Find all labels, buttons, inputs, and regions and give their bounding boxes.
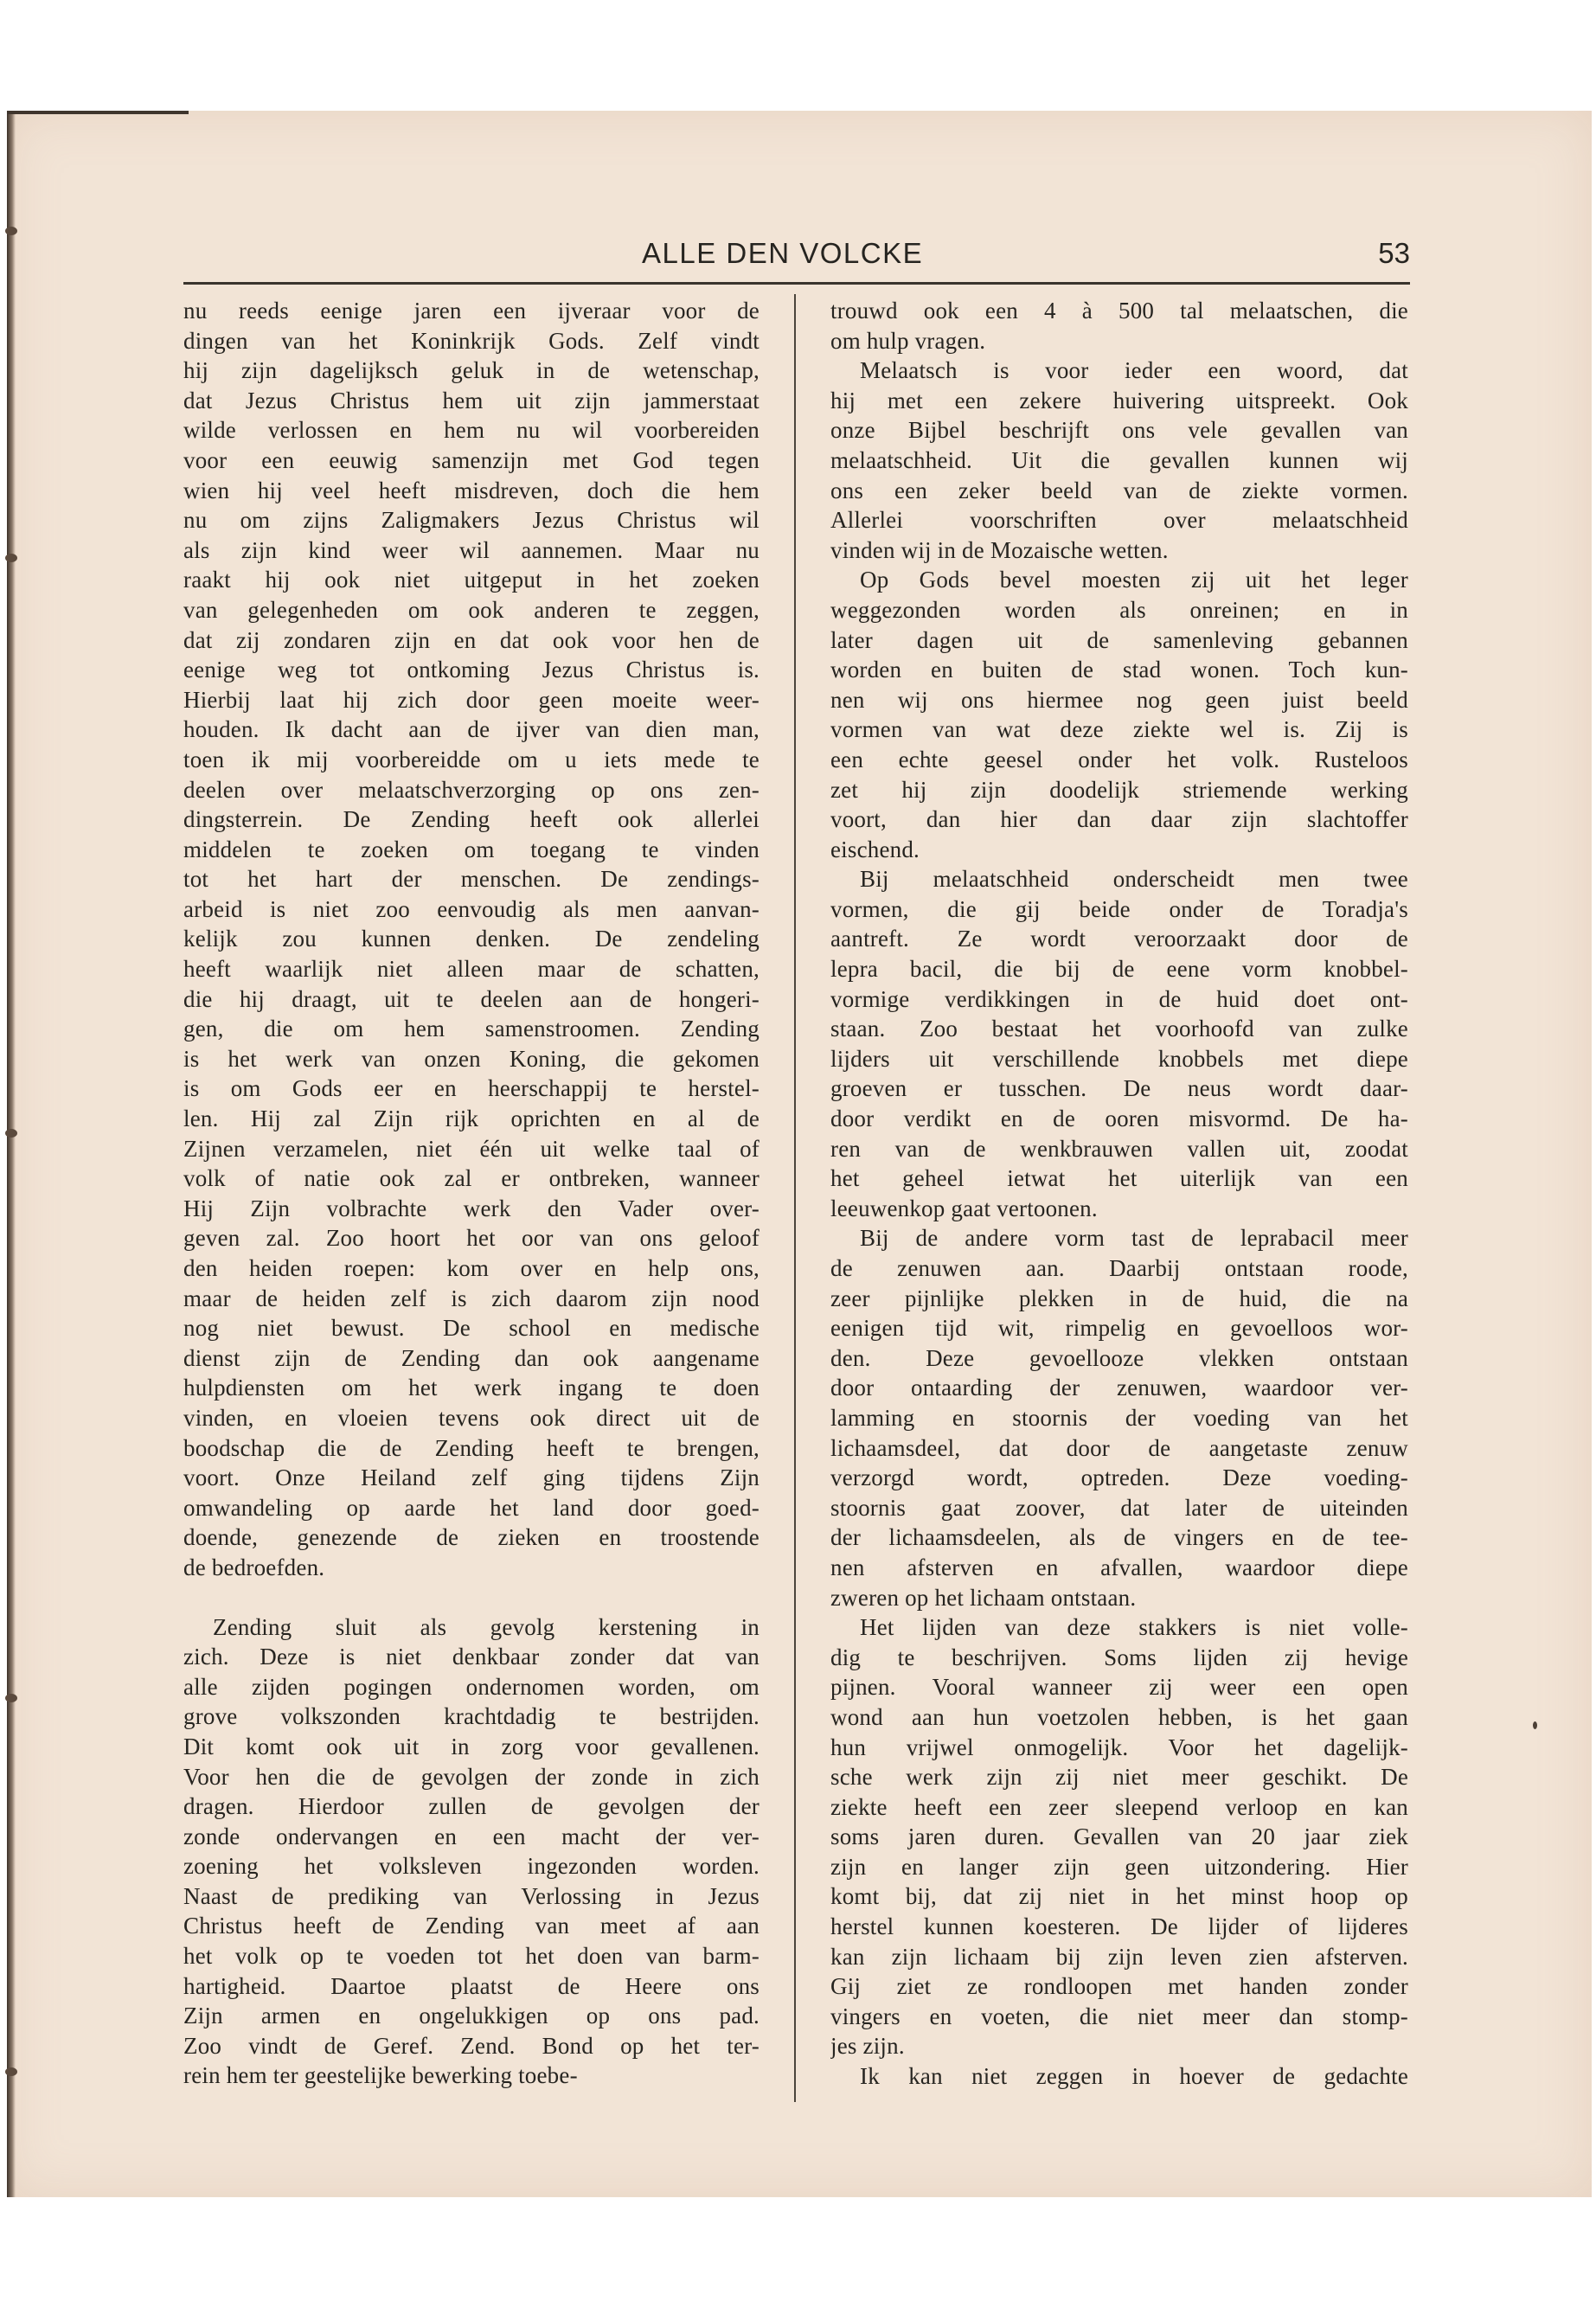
- text-line: omwandeling op aarde het land door goed-: [183, 1494, 760, 1521]
- text-line: pijnen. Vooral wanneer zij weer een open: [830, 1674, 1408, 1701]
- text-line: Allerlei voorschriften over melaatschheid: [830, 507, 1408, 534]
- text-line: lamming en stoornis der voeding van het: [830, 1404, 1408, 1431]
- text-line: staan. Zoo bestaat het voorhoofd van zulke: [830, 1016, 1408, 1042]
- text-line: Zoo vindt de Geref. Zend. Bond op het ter-: [183, 2032, 760, 2059]
- binding-mark: [5, 554, 17, 562]
- text-line: melaatschheid. Uit die gevallen kunnen wij: [830, 446, 1408, 473]
- page-top-edge: [7, 111, 189, 114]
- text-line: deelen over melaatschverzorging op ons zen-: [183, 776, 760, 803]
- text-line: de zenuwen aan. Daarbij ontstaan roode,: [830, 1255, 1408, 1281]
- text-line: raakt hij ook niet uitgeput in het zoeken: [183, 567, 760, 593]
- text-line: onze Bijbel beschrijft ons vele gevallen van: [830, 417, 1408, 444]
- paragraph: [830, 565, 1408, 864]
- text-line: dingsterrein. De Zending heeft ook allerlei: [183, 806, 760, 833]
- text-line: leeuwenkop gaat vertoonen.: [830, 1195, 1098, 1221]
- text-line: eenigen tijd wit, rimpelig en gevoelloos wor-: [830, 1315, 1408, 1342]
- text-line: zet hij zijn doodelijk striemende werking: [830, 776, 1408, 803]
- text-line: trouwd ook een 4 à 500 tal melaatschen, die: [830, 298, 1408, 324]
- text-line: houden. Ik dacht aan de ijver van dien man,: [183, 716, 760, 743]
- text-line: Naast de prediking van Verlossing in Jezus: [183, 1882, 760, 1909]
- text-line: Ik kan niet zeggen in hoever de gedachte: [860, 2063, 1408, 2090]
- text-line: ziekte heeft een zeer sleepend verloop en kan: [830, 1793, 1408, 1820]
- text-line: vormen, die gij beide onder de Toradja's: [830, 895, 1408, 922]
- paragraph: [830, 1612, 1408, 2061]
- text-line: eischend.: [830, 836, 920, 862]
- text-line: voort, dan hier dan daar zijn slachtoffer: [830, 806, 1408, 833]
- page-number: 53: [1378, 237, 1410, 269]
- text-line: wilde verlossen en hem nu wil voorbereiden: [183, 417, 760, 444]
- paragraph: [183, 296, 760, 1583]
- text-line: maar de heiden zelf is zich daarom zijn nood: [183, 1285, 760, 1311]
- text-line: zweren op het lichaam ontstaan.: [830, 1584, 1137, 1611]
- text-line: nog niet bewust. De school en medische: [183, 1315, 760, 1342]
- binding-mark: [5, 2067, 17, 2076]
- text-line: het volk op te voeden tot het doen van barm-: [183, 1943, 760, 1970]
- text-line: geven zal. Zoo hoort het oor van ons geloof: [183, 1225, 760, 1252]
- text-line: hartigheid. Daartoe plaatst de Heere ons: [183, 1972, 760, 1999]
- text-line: vinden, en vloeien tevens ook direct uit de: [183, 1404, 760, 1431]
- text-line: nu reeds eenige jaren een ijveraar voor de: [183, 298, 760, 324]
- text-line: den. Deze gevoellooze vlekken ontstaan: [830, 1344, 1408, 1371]
- text-line: Melaatsch is voor ieder een woord, dat: [860, 357, 1408, 384]
- text-line: den heiden roepen: kom over en help ons,: [183, 1255, 760, 1281]
- header-rule: [183, 282, 1410, 285]
- text-line: aantreft. Ze wordt veroorzaakt door de: [830, 926, 1408, 952]
- left-column: [183, 296, 760, 2091]
- text-line: komt bij, dat zij niet in het minst hoop op: [830, 1883, 1408, 1910]
- text-line: verzorgd wordt, optreden. Deze voeding-: [830, 1465, 1408, 1491]
- text-line: gen, die om hem samenstroomen. Zending: [183, 1016, 760, 1042]
- text-line: dragen. Hierdoor zullen de gevolgen der: [183, 1793, 760, 1820]
- text-line: als zijn kind weer wil aannemen. Maar nu: [183, 536, 760, 563]
- column-divider: [794, 294, 796, 2102]
- text-line: len. Hij zal Zijn rijk oprichten en al de: [183, 1106, 760, 1132]
- text-line: vinden wij in de Mozaische wetten.: [830, 536, 1169, 563]
- text-line: dat Jezus Christus hem uit zijn jammerstaat: [183, 387, 760, 413]
- paragraph: [830, 864, 1408, 1223]
- text-line: herstel kunnen koesteren. De lijder of lijderes: [830, 1913, 1408, 1940]
- text-line: om hulp vragen.: [830, 327, 986, 354]
- text-line: de bedroefden.: [183, 1554, 325, 1580]
- text-line: vormen van wat deze ziekte wel is. Zij is: [830, 716, 1408, 743]
- text-line: het geheel ietwat het uiterlijk van een: [830, 1165, 1408, 1192]
- paper-speck: [1533, 1721, 1537, 1729]
- binding-mark: [5, 1129, 17, 1138]
- running-title: ALLE DEN VOLCKE: [642, 237, 924, 269]
- text-line: worden en buiten de stad wonen. Toch kun-: [830, 657, 1408, 683]
- text-line: hun vrijwel onmogelijk. Voor het dagelijk-: [830, 1734, 1408, 1760]
- text-line: hij met een zekere huivering uitspreekt. Ook: [830, 387, 1408, 413]
- text-line: Het lijden van deze stakkers is niet volle-: [860, 1614, 1408, 1641]
- text-line: stoornis gaat zoover, dat later de uiteinden: [830, 1494, 1408, 1521]
- text-line: wien hij veel heeft misdreven, doch die hem: [183, 477, 760, 503]
- text-line: nu om zijns Zaligmakers Jezus Christus wil: [183, 507, 760, 534]
- paragraph: [830, 356, 1408, 565]
- text-line: Bij melaatschheid onderscheidt men twee: [860, 866, 1408, 893]
- text-line: jes zijn.: [830, 2033, 905, 2060]
- text-line: kan zijn lichaam bij zijn leven zien afsterven.: [830, 1943, 1408, 1970]
- text-line: zeer pijnlijke plekken in de huid, die na: [830, 1285, 1408, 1311]
- text-line: dig te beschrijven. Soms lijden zij hevige: [830, 1644, 1408, 1670]
- text-line: grove volkszonden krachtdadig te bestrijden.: [183, 1703, 760, 1730]
- page-spine-shadow: [7, 111, 16, 2197]
- text-line: eenige weg tot ontkoming Jezus Christus is.: [183, 657, 760, 683]
- text-line: zich. Deze is niet denkbaar zonder dat van: [183, 1644, 760, 1670]
- text-line: is het werk van onzen Koning, die gekomen: [183, 1045, 760, 1072]
- text-line: zijn en langer zijn geen uitzondering. Hier: [830, 1853, 1408, 1880]
- text-line: later dagen uit de samenleving gebannen: [830, 626, 1408, 653]
- text-line: soms jaren duren. Gevallen van 20 jaar ziek: [830, 1823, 1408, 1850]
- text-line: een echte geesel onder het volk. Rusteloos: [830, 746, 1408, 772]
- text-line: der lichaamsdeelen, als de vingers en de tee-: [830, 1524, 1408, 1551]
- text-line: Op Gods bevel moesten zij uit het leger: [860, 567, 1408, 593]
- text-line: weggezonden worden als onreinen; en in: [830, 596, 1408, 623]
- text-line: door ontaarding der zenuwen, waardoor ver-: [830, 1375, 1408, 1401]
- text-line: Hierbij laat hij zich door geen moeite weer-: [183, 686, 760, 713]
- text-line: Hij Zijn volbrachte werk den Vader over-: [183, 1195, 760, 1221]
- text-line: rein hem ter geestelijke bewerking toebe-: [183, 2062, 578, 2089]
- binding-mark: [5, 1694, 17, 1702]
- text-line: kelijk zou kunnen denken. De zendeling: [183, 926, 760, 952]
- text-line: zoening het volksleven ingezonden worden.: [183, 1853, 760, 1880]
- text-line: ren van de wenkbrauwen vallen uit, zoodat: [830, 1135, 1408, 1162]
- text-line: boodschap die de Zending heeft te brengen,: [183, 1434, 760, 1461]
- text-line: sche werk zijn zij niet meer geschikt. De: [830, 1764, 1408, 1791]
- paragraph: [830, 1223, 1408, 1612]
- text-line: nen wij ons hiermee nog geen juist beeld: [830, 686, 1408, 713]
- text-line: Zijn armen en ongelukkigen op ons pad.: [183, 2003, 760, 2029]
- text-line: middelen te zoeken om toegang te vinden: [183, 836, 760, 862]
- paragraph: [830, 296, 1408, 356]
- text-line: dingen van het Koninkrijk Gods. Zelf vindt: [183, 327, 760, 354]
- text-line: Dit komt ook uit in zorg voor gevallenen.: [183, 1733, 760, 1759]
- text-line: heeft waarlijk niet alleen maar de schatten,: [183, 956, 760, 983]
- text-line: die hij draagt, uit te deelen aan de hongeri-: [183, 985, 760, 1012]
- paragraph-gap: [183, 1583, 760, 1612]
- text-line: is om Gods eer en heerschappij te herstel-: [183, 1075, 760, 1102]
- text-line: Bij de andere vorm tast de leprabacil meer: [860, 1225, 1408, 1252]
- text-line: Voor hen die de gevolgen der zonde in zich: [183, 1763, 760, 1790]
- text-line: Gij ziet ze rondloopen met handen zonder: [830, 1973, 1408, 2000]
- text-line: van gelegenheden om ook anderen te zeggen,: [183, 596, 760, 623]
- text-line: voort. Onze Heiland zelf ging tijdens Zijn: [183, 1465, 760, 1491]
- text-line: lijders uit verschillende knobbels met diepe: [830, 1045, 1408, 1072]
- text-line: Zending sluit als gevolg kerstening in: [213, 1613, 760, 1640]
- paragraph: [183, 1612, 760, 2092]
- text-line: lichaamsdeel, dat door de aangetaste zenuw: [830, 1434, 1408, 1461]
- text-line: Christus heeft de Zending van meet af aan: [183, 1913, 760, 1939]
- text-line: doende, genezende de zieken en troostende: [183, 1524, 760, 1551]
- text-line: wond aan hun voetzolen hebben, is het gaan: [830, 1703, 1408, 1730]
- text-line: voor een eeuwig samenzijn met God tegen: [183, 446, 760, 473]
- text-line: ons een zeker beeld van de ziekte vormen.: [830, 477, 1408, 503]
- text-line: lepra bacil, die bij de eene vorm knobbel-: [830, 956, 1408, 983]
- text-line: toen ik mij voorbereidde om u iets mede te: [183, 746, 760, 772]
- text-line: vingers en voeten, die niet meer dan stomp-: [830, 2003, 1408, 2029]
- text-line: tot het hart der menschen. De zendings-: [183, 866, 760, 893]
- text-line: dienst zijn de Zending dan ook aangename: [183, 1344, 760, 1371]
- running-header: [183, 237, 1410, 282]
- text-line: volk of natie ook zal er ontbreken, wanneer: [183, 1165, 760, 1192]
- paragraph: [830, 2061, 1408, 2092]
- right-column: [830, 296, 1408, 2092]
- text-line: dat zij zondaren zijn en dat ook voor hen de: [183, 626, 760, 653]
- text-line: vormige verdikkingen in de huid doet ont-: [830, 985, 1408, 1012]
- text-line: hulpdiensten om het werk ingang te doen: [183, 1375, 760, 1401]
- text-line: door verdikt en de ooren misvormd. De ha-: [830, 1106, 1408, 1132]
- text-line: groeven er tusschen. De neus wordt daar-: [830, 1075, 1408, 1102]
- text-line: alle zijden pogingen ondernomen worden, om: [183, 1673, 760, 1700]
- text-line: nen afsterven en afvallen, waardoor diepe: [830, 1554, 1408, 1580]
- text-line: hij zijn dagelijksch geluk in de wetenschap,: [183, 357, 760, 384]
- binding-mark: [5, 227, 17, 235]
- text-line: zonde ondervangen en een macht der ver-: [183, 1823, 760, 1849]
- text-line: Zijnen verzamelen, niet één uit welke taal of: [183, 1135, 760, 1162]
- text-line: arbeid is niet zoo eenvoudig als men aanvan-: [183, 895, 760, 922]
